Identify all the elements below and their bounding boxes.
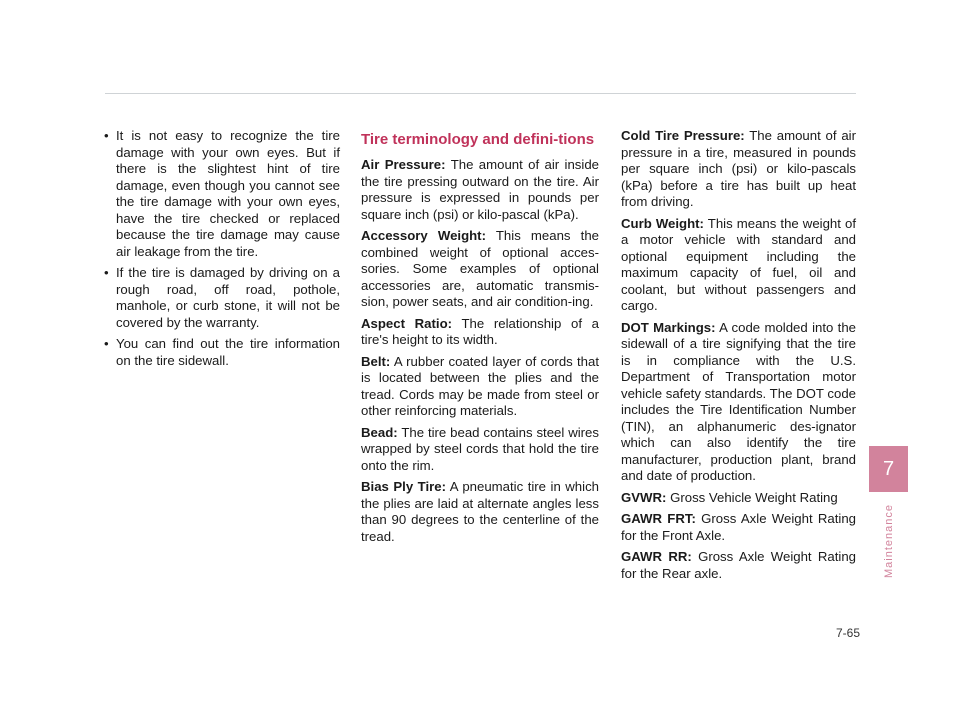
warning-bullet-list bbox=[103, 128, 340, 369]
definition-text: A pneumatic tire in which the plies are laid at alternate angles less than 90 degrees to the centerline of the tread. bbox=[361, 479, 599, 544]
bullet-icon: • bbox=[104, 336, 109, 351]
definition-bias-ply-tire bbox=[361, 479, 599, 545]
definition-term: Air Pressure: bbox=[361, 157, 446, 172]
definition-term: Aspect Ratio: bbox=[361, 315, 453, 331]
definition-curb-weight bbox=[621, 216, 856, 315]
definition-text: The relationship of a tire's height to its width. bbox=[361, 315, 599, 347]
definition-bead bbox=[361, 425, 599, 475]
definition-text: Gross Vehicle Weight Rating bbox=[670, 489, 838, 505]
definition-text: The tire bead contains steel wires wrapped by steel cords that hold the tire onto the rim. bbox=[361, 424, 599, 473]
definition-gawr-frt bbox=[621, 511, 856, 544]
definition-term: Curb Weight: bbox=[621, 215, 704, 231]
column-left bbox=[103, 128, 340, 374]
definition-term: GAWR RR: bbox=[621, 549, 692, 564]
section-heading: Tire terminology and defini-tions bbox=[361, 131, 595, 148]
bullet-icon: • bbox=[104, 128, 109, 143]
bullet-item: • It is not easy to recognize the tire damage with your own eyes. But if there is the slightest hint of tire damage, even though you cannot see the tire damage with your own eyes, have the tire checked or replaced because the tire damage may cause air leakage from the tire. bbox=[104, 128, 340, 259]
definition-text: The amount of air pressure in a tire, measured in pounds per square inch (psi) or kilo-pascals (kPa) before a tire has built up heat from driving. bbox=[621, 128, 856, 209]
definition-aspect-ratio bbox=[361, 316, 599, 349]
definition-term: Bias Ply Tire: bbox=[361, 479, 446, 494]
definition-term: GAWR FRT: bbox=[621, 511, 696, 526]
definition-text: This means the combined weight of optional acces-sories. Some examples of optional accessories are, automatic transmis-sion, power seats, and air condition-ing. bbox=[361, 228, 599, 309]
chapter-tab: 7 bbox=[869, 446, 908, 492]
page-number: 7-65 bbox=[835, 626, 860, 640]
definition-term: DOT Markings: bbox=[621, 319, 716, 335]
definition-dot-markings bbox=[621, 320, 856, 485]
definition-air-pressure bbox=[361, 157, 599, 223]
definition-term: Belt: bbox=[361, 353, 391, 369]
definition-text: Gross Axle Weight Rating for the Rear axle. bbox=[621, 549, 856, 581]
definition-text: This means the weight of a motor vehicle with standard and optional equipment including the maximum capacity of fuel, oil and coolant, but without passengers and cargo. bbox=[621, 215, 856, 313]
definition-text: The amount of air inside the tire pressing outward on the tire. Air pressure is expressed in pounds per square inch (psi) or kilo-pascal (kPa). bbox=[361, 157, 599, 222]
definition-gvwr bbox=[621, 490, 856, 507]
definition-text: Gross Axle Weight Rating for the Front Axle. bbox=[621, 511, 856, 543]
definition-term: Bead: bbox=[361, 424, 398, 440]
definition-text: A code molded into the sidewall of a tire signifying that the tire is in compliance with the U.S. Department of Transportation motor vehicle safety standards. The DOT code includes the Tire Identification Number (TIN), an alphanumeric des-ignator which can also identify the tire manufacturer, production plant, brand and date of production. bbox=[621, 319, 857, 483]
header-rule bbox=[105, 93, 856, 94]
definition-cold-tire-pressure bbox=[621, 128, 856, 211]
chapter-title-label: Maintenance bbox=[882, 504, 895, 578]
chapter-title bbox=[869, 496, 908, 586]
bullet-icon: • bbox=[104, 265, 109, 280]
definition-gawr-rr bbox=[621, 549, 856, 582]
definition-text: A rubber coated layer of cords that is located between the plies and the tread. Cords may be made from steel or other reinforcing materials. bbox=[361, 353, 599, 418]
definition-term: Accessory Weight: bbox=[361, 228, 486, 243]
definition-accessory-weight bbox=[361, 228, 599, 311]
bullet-item: • If the tire is damaged by driving on a rough road, off road, pothole, manhole, or curb stone, it will not be covered by the warranty. bbox=[104, 265, 340, 330]
definition-belt bbox=[361, 354, 599, 420]
column-middle bbox=[361, 131, 599, 550]
definition-term: Cold Tire Pressure: bbox=[621, 128, 745, 143]
definition-term: GVWR: bbox=[621, 489, 667, 505]
column-right bbox=[621, 128, 856, 587]
bullet-item: • You can find out the tire information on the tire sidewall. bbox=[104, 336, 340, 368]
